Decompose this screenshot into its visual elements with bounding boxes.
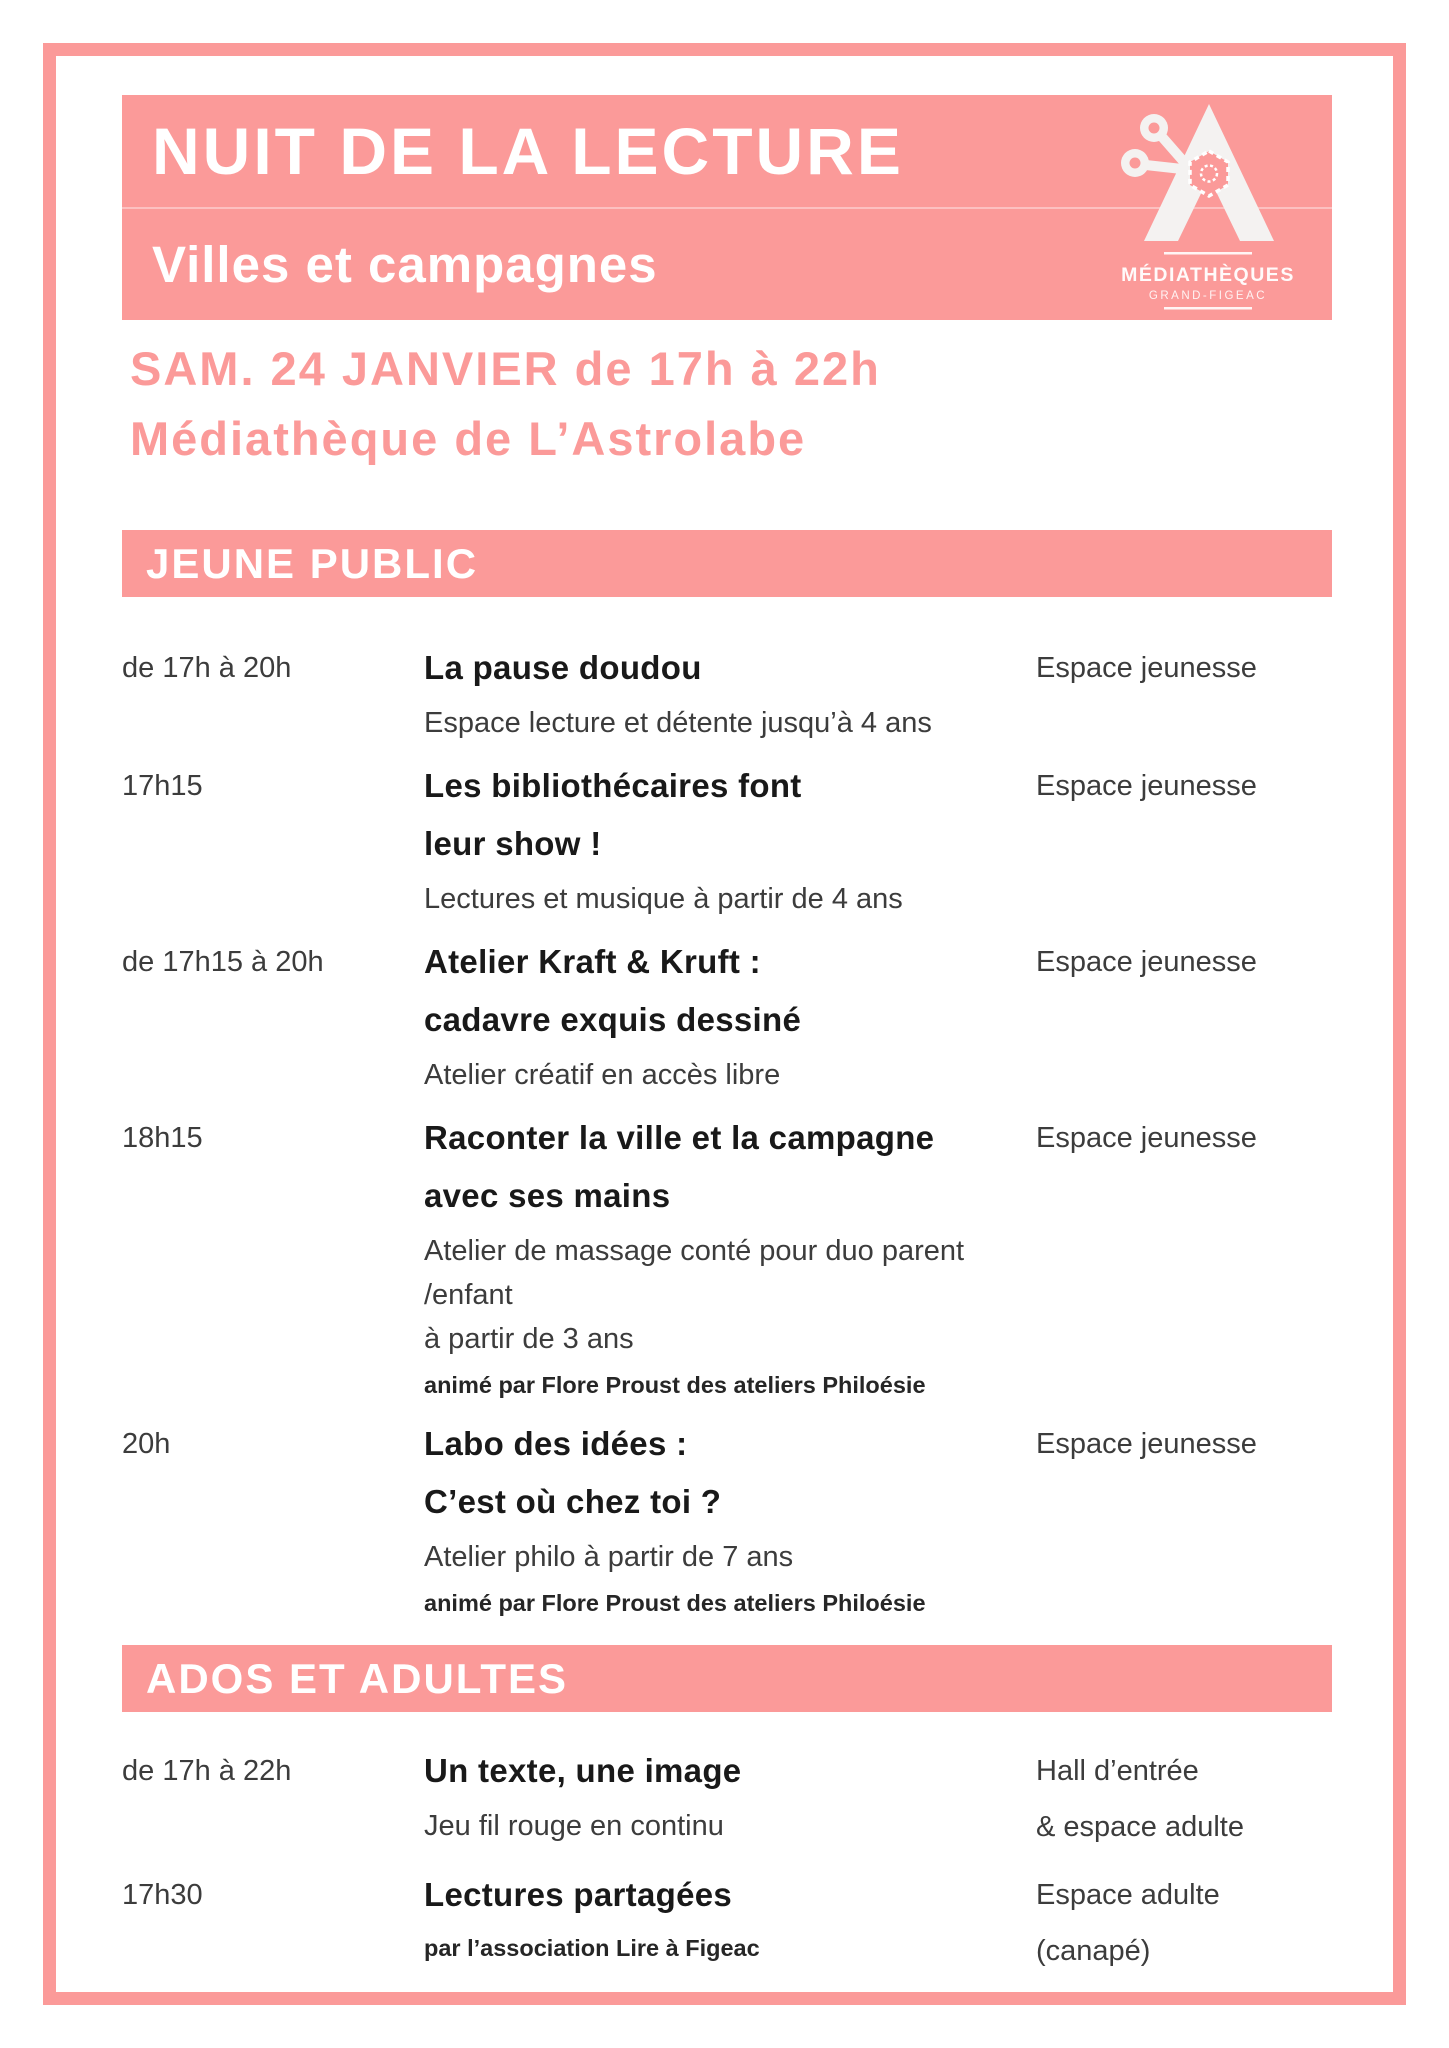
- event-title: Labo des idées :: [424, 1425, 688, 1462]
- event-time: 18h15: [122, 1122, 203, 1154]
- event-title: Lectures partagées: [424, 1876, 733, 1913]
- event-location-line: Espace adulte: [1036, 1879, 1220, 1911]
- event-location-line: Espace jeunesse: [1036, 946, 1257, 978]
- logo-org-name: MÉDIATHÈQUES: [1121, 264, 1295, 286]
- event-time: 17h30: [122, 1879, 203, 1911]
- section-heading: ADOS ET ADULTES: [146, 1654, 569, 1702]
- event-main: [424, 1742, 1036, 1854]
- event-description: Espace lecture et détente jusqu’à 4 ans: [424, 707, 932, 739]
- event-title-line2: cadavre exquis dessiné: [424, 1001, 802, 1038]
- event-row: [122, 933, 1332, 1097]
- event-location: [1036, 1866, 1332, 1978]
- section-banner-ados-adultes: [122, 1645, 1332, 1712]
- event-row: [122, 1866, 1332, 1978]
- event-location-line: Espace jeunesse: [1036, 1122, 1257, 1154]
- event-title: Raconter la ville et la campagne: [424, 1119, 935, 1156]
- event-location: [1036, 933, 1332, 1097]
- event-main: [424, 1415, 1036, 1621]
- event-location: [1036, 639, 1332, 745]
- event-main: [424, 639, 1036, 745]
- event-title-line2: avec ses mains: [424, 1177, 671, 1214]
- event-main: [424, 933, 1036, 1097]
- event-description: Atelier créatif en accès libre: [424, 1059, 781, 1091]
- event-time: de 17h à 22h: [122, 1755, 292, 1787]
- event-location: [1036, 1742, 1332, 1854]
- mediatheques-logo: [1106, 100, 1306, 317]
- event-description-line2: à partir de 3 ans: [424, 1323, 634, 1355]
- event-main: [424, 1866, 1036, 1978]
- event-title-line2: C’est où chez toi ?: [424, 1483, 722, 1520]
- event-location-line: Espace jeunesse: [1036, 652, 1257, 684]
- event-row: [122, 639, 1332, 745]
- event-credit: animé par Flore Proust des ateliers Philoésie: [424, 1590, 926, 1616]
- event-location-line2: & espace adulte: [1036, 1811, 1244, 1843]
- event-time: 20h: [122, 1428, 171, 1460]
- event-location-line2: (canapé): [1036, 1935, 1151, 1967]
- events-ados-adultes: [122, 1742, 1332, 1978]
- event-title-line2: leur show !: [424, 825, 602, 862]
- poster-content: [122, 95, 1332, 1990]
- event-description: Jeu fil rouge en continu: [424, 1810, 724, 1842]
- logo-territory-name: GRAND-FIGEAC: [1148, 290, 1268, 302]
- event-row: [122, 1109, 1332, 1403]
- header-banner: [122, 95, 1332, 320]
- event-location: [1036, 757, 1332, 921]
- event-title: Atelier Kraft & Kruft :: [424, 943, 761, 980]
- event-title: Les bibliothécaires font: [424, 767, 802, 804]
- event-description: Atelier philo à partir de 7 ans: [424, 1541, 794, 1573]
- event-credit: animé par Flore Proust des ateliers Philoésie: [424, 1372, 926, 1398]
- event-location-line: Hall d’entrée: [1036, 1755, 1199, 1787]
- date-venue-block: [122, 334, 1332, 474]
- event-description: Lectures et musique à partir de 4 ans: [424, 883, 903, 915]
- astrolabe-a-icon: [1106, 100, 1306, 317]
- poster-subtitle: Villes et campagnes: [152, 236, 658, 293]
- section-banner-jeune-public: [122, 530, 1332, 597]
- event-date-line: SAM. 24 JANVIER de 17h à 22h: [130, 342, 881, 395]
- event-time: de 17h15 à 20h: [122, 946, 324, 978]
- event-main: [424, 757, 1036, 921]
- event-title: Un texte, une image: [424, 1752, 742, 1789]
- event-row: [122, 1415, 1332, 1621]
- section-heading: JEUNE PUBLIC: [146, 539, 479, 587]
- event-description: Atelier de massage conté pour duo parent /enfant: [424, 1235, 965, 1311]
- event-row: [122, 757, 1332, 921]
- event-title: La pause doudou: [424, 649, 702, 686]
- poster-title: NUIT DE LA LECTURE: [152, 114, 904, 188]
- event-venue-line: Médiathèque de L’Astrolabe: [130, 412, 807, 465]
- event-row: [122, 1742, 1332, 1854]
- event-time: 17h15: [122, 770, 203, 802]
- event-credit: par l’association Lire à Figeac: [424, 1935, 760, 1961]
- event-main: [424, 1109, 1036, 1403]
- events-jeune-public: [122, 639, 1332, 1621]
- event-location: [1036, 1415, 1332, 1621]
- event-time: de 17h à 20h: [122, 652, 292, 684]
- event-location-line: Espace jeunesse: [1036, 1428, 1257, 1460]
- event-location: [1036, 1109, 1332, 1403]
- event-location-line: Espace jeunesse: [1036, 770, 1257, 802]
